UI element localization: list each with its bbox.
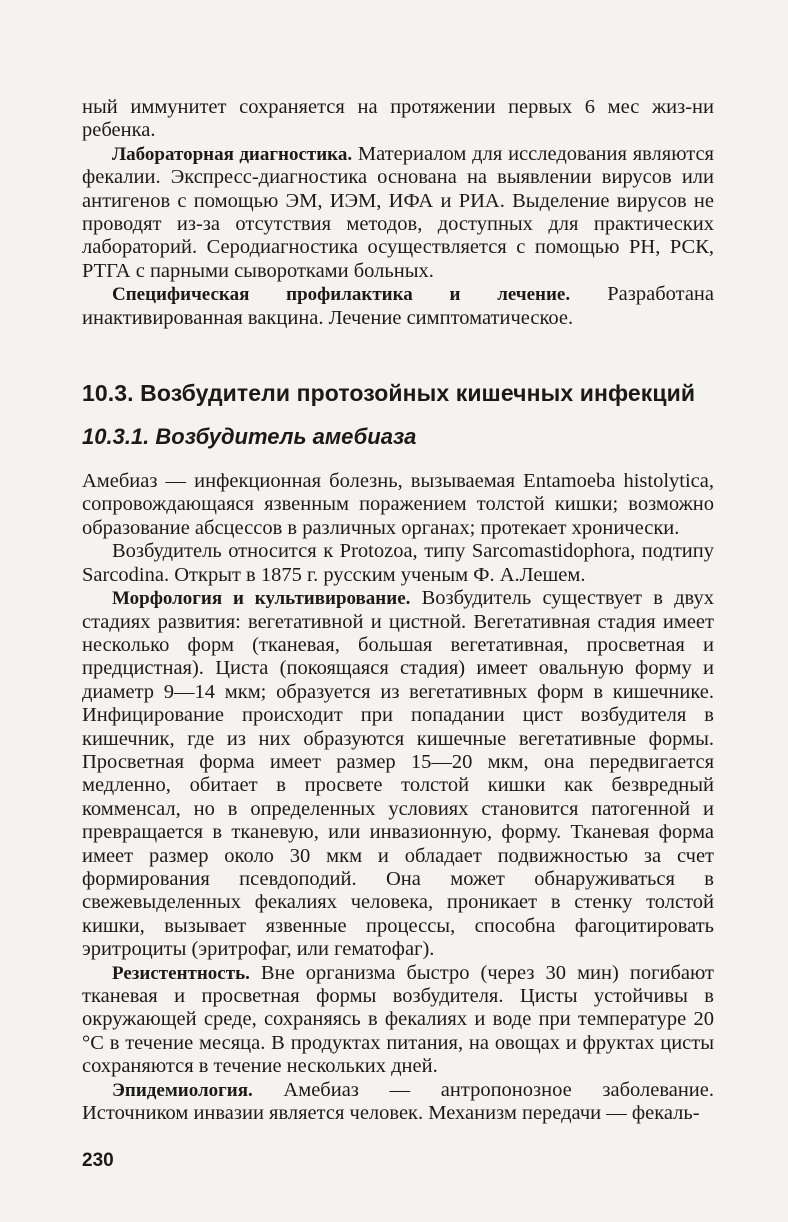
- paragraph-text: Возбудитель существует в двух стадиях развития: вегетативной и цистной. Вегетативная стадия имеет несколько форм (тканевая, большая вегетативная, просветная и предцистная). Циста (покоящаяся стадия) имеет овальную форму и диаметр 9—14 мкм; образуется из вегетативных форм в кишечнике. Инфицирование происходит при попадании цист возбудителя в кишечник, где из них образуются кишечные вегетативные формы. Просветная форма имеет размер 15—20 мкм, она передвигается медленно, обитает в просвете толстой кишки как безвредный комменсал, но в определенных условиях становится патогенной и превращается в тканевую, или инвазионную, форму. Тканевая форма имеет размер около 30 мкм и обладает подвижностью за счет формирования псевдоподий. Она может обнаруживаться в свежевыделенных фекалиях человека, проникает в стенку толстой кишки, вызывает язвенные процессы, способна фагоцитировать эритроциты (эритрофаг, или гематофаг).: [82, 587, 714, 961]
- paragraph-prophylaxis: [82, 283, 714, 330]
- section-heading: 10.3. Возбудители протозойных кишечных инфекций: [82, 380, 696, 407]
- paragraph-text: Разработана инактивированная вакцина. Лечение симптоматическое.: [82, 283, 714, 329]
- run-in-heading: Специфическая профилактика и лечение.: [112, 284, 571, 306]
- page-number: 230: [82, 1150, 114, 1171]
- paragraph-text: Материалом для исследования являются фекалии. Экспресс-диагностика основана на выявлении вирусов или антигенов с помощью ЭМ, ИЭМ, ИФА и РИА. Выделение вирусов не проводят из-за отсутствия методов, доступных для практических лабораторий. Серодиагностика осуществляется с помощью РН, РСК, РТГА с парными сыворотками больных.: [82, 142, 714, 282]
- paragraph-taxonomy: [82, 540, 714, 587]
- paragraph-definition: [82, 470, 714, 540]
- run-in-heading: Лабораторная диагностика.: [112, 143, 353, 165]
- run-in-heading: Резистентность.: [112, 962, 250, 984]
- run-in-heading: Морфология и культивирование.: [112, 588, 411, 610]
- run-in-heading: Эпидемиология.: [112, 1079, 253, 1101]
- paragraph-continuation: [82, 96, 714, 143]
- paragraph-text: Амебиаз — антропонозное заболевание. Источником инвазии является человек. Механизм передачи — фекаль-: [82, 1078, 714, 1125]
- paragraph-lab-diagnostics: [82, 143, 714, 283]
- paragraph-text: ный иммунитет сохраняется на протяжении первых 6 мес жиз-ни ребенка.: [82, 96, 714, 142]
- paragraph-text: Возбудитель относится к Protozoa, типу Sarcomastidophora, подтипу Sarcodina. Открыт в 1875 г. русским ученым Ф. А.Лешем.: [82, 540, 714, 586]
- paragraph-resistance: [82, 962, 714, 1079]
- subsection-heading: 10.3.1. Возбудитель амебиаза: [82, 424, 417, 450]
- paragraph-epidemiology: [82, 1079, 714, 1126]
- paragraph-morphology: [82, 587, 714, 962]
- paragraph-text: Вне организма быстро (через 30 мин) погибают тканевая и просветная формы возбудителя. Цисты устойчивы в окружающей среде, сохраняясь в фекалиях и воде при температуре 20 °С в течение месяца. В продуктах питания, на овощах и фруктах цисты сохраняются в течение нескольких дней.: [82, 961, 714, 1078]
- paragraph-text: Амебиаз — инфекционная болезнь, вызываемая Entamoeba histolytica, сопровождающаяся язвенным поражением толстой кишки; возможно образование абсцессов в различных органах; протекает хронически.: [82, 470, 714, 539]
